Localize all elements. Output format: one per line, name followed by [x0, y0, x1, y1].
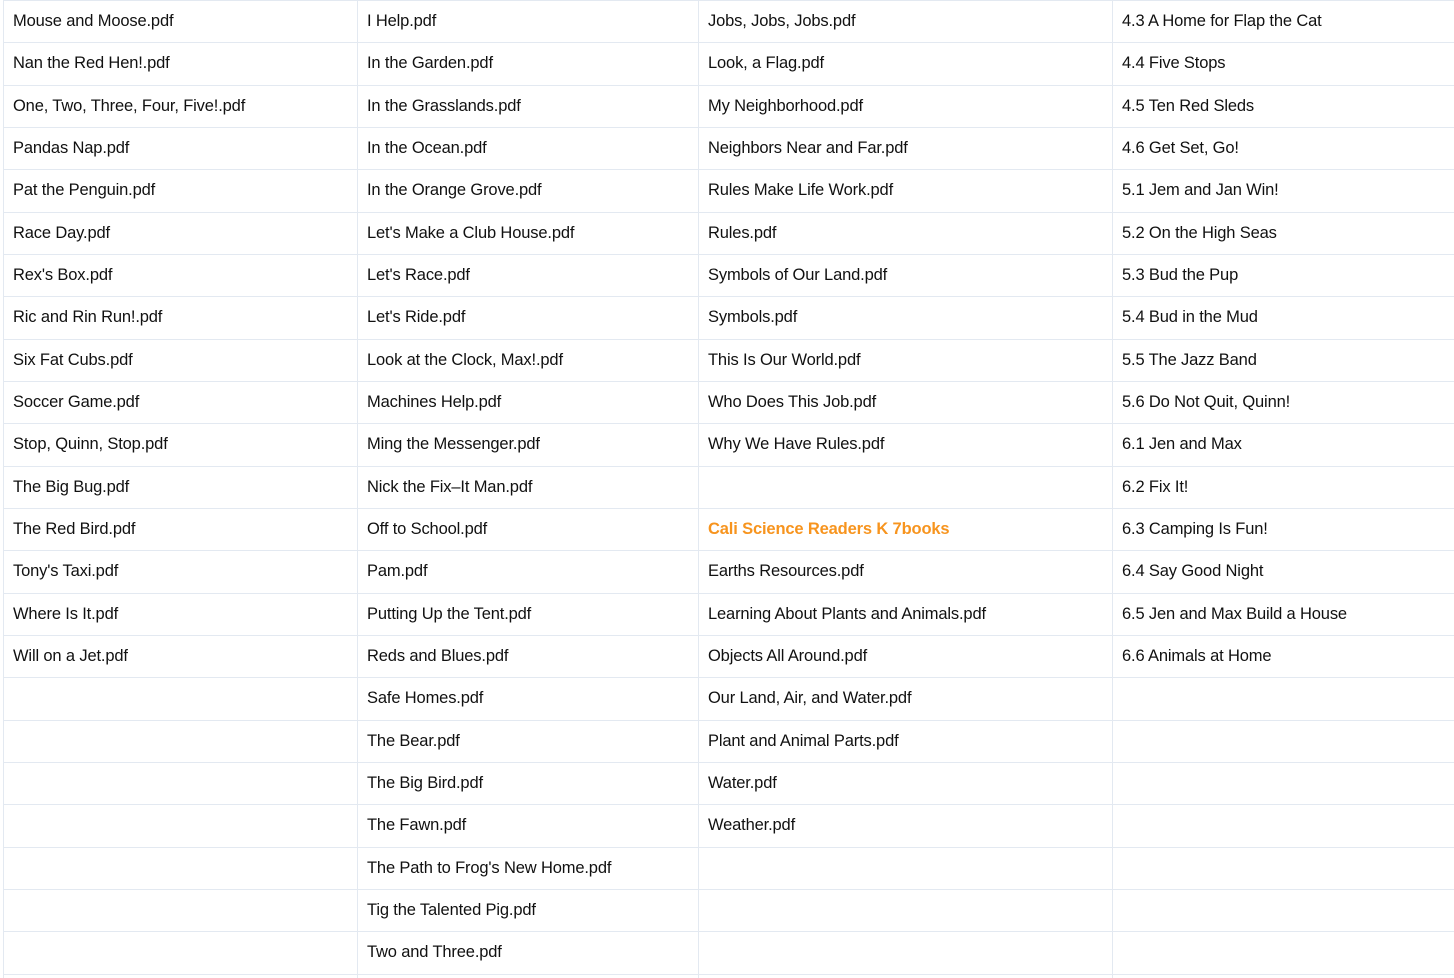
table-cell[interactable]: The Bear.pdf — [358, 720, 699, 762]
table-cell[interactable]: In the Ocean.pdf — [358, 127, 699, 169]
table-cell[interactable]: Ming the Messenger.pdf — [358, 424, 699, 466]
table-cell[interactable]: I Help.pdf — [358, 1, 699, 43]
table-cell[interactable]: Will on a Jet.pdf — [4, 635, 358, 677]
table-cell[interactable] — [699, 847, 1113, 889]
table-row — [4, 170, 1454, 212]
table-row — [4, 635, 1454, 677]
table-cell[interactable]: Symbols.pdf — [699, 297, 1113, 339]
table-cell[interactable] — [4, 678, 358, 720]
highlight-cell[interactable]: Cali Science Readers K 7books — [699, 508, 1113, 550]
table-cell[interactable]: This Is Our World.pdf — [699, 339, 1113, 381]
table-cell[interactable]: In the Orange Grove.pdf — [358, 170, 699, 212]
table-cell[interactable] — [1113, 805, 1454, 847]
table-cell[interactable]: 6.4 Say Good Night — [1113, 551, 1454, 593]
table-cell[interactable]: In the Garden.pdf — [358, 43, 699, 85]
table-cell[interactable]: Machines Help.pdf — [358, 381, 699, 423]
table-cell[interactable]: The Red Bird.pdf — [4, 508, 358, 550]
table-cell[interactable]: 4.4 Five Stops — [1113, 43, 1454, 85]
table-cell[interactable]: Nick the Fix–It Man.pdf — [358, 466, 699, 508]
file-table — [3, 0, 1454, 978]
table-cell[interactable]: 4.3 A Home for Flap the Cat — [1113, 1, 1454, 43]
table-cell[interactable]: 4.5 Ten Red Sleds — [1113, 85, 1454, 127]
table-row — [4, 805, 1454, 847]
table-cell[interactable]: Ric and Rin Run!.pdf — [4, 297, 358, 339]
table-row — [4, 254, 1454, 296]
table-row — [4, 678, 1454, 720]
table-cell[interactable] — [1113, 678, 1454, 720]
table-cell[interactable] — [1113, 720, 1454, 762]
table-cell[interactable]: Pandas Nap.pdf — [4, 127, 358, 169]
table-cell[interactable]: The Fawn.pdf — [358, 805, 699, 847]
table-cell[interactable] — [358, 974, 699, 978]
table-cell[interactable]: Mouse and Moose.pdf — [4, 1, 358, 43]
table-row — [4, 466, 1454, 508]
table-cell[interactable] — [1113, 932, 1454, 974]
table-cell[interactable]: 6.2 Fix It! — [1113, 466, 1454, 508]
table-cell[interactable]: 6.5 Jen and Max Build a House — [1113, 593, 1454, 635]
table-cell[interactable]: 5.1 Jem and Jan Win! — [1113, 170, 1454, 212]
table-cell[interactable]: 4.6 Get Set, Go! — [1113, 127, 1454, 169]
table-cell[interactable]: Earths Resources.pdf — [699, 551, 1113, 593]
table-cell[interactable] — [1113, 889, 1454, 931]
table-row — [4, 847, 1454, 889]
table-cell[interactable]: One, Two, Three, Four, Five!.pdf — [4, 85, 358, 127]
table-cell[interactable] — [1113, 762, 1454, 804]
table-cell[interactable] — [699, 974, 1113, 978]
table-cell[interactable]: Rex's Box.pdf — [4, 254, 358, 296]
table-cell[interactable]: Who Does This Job.pdf — [699, 381, 1113, 423]
table-cell[interactable]: Tony's Taxi.pdf — [4, 551, 358, 593]
table-row — [4, 339, 1454, 381]
table-cell[interactable]: 5.3 Bud the Pup — [1113, 254, 1454, 296]
table-row — [4, 720, 1454, 762]
table-row — [4, 762, 1454, 804]
table-cell[interactable]: Reds and Blues.pdf — [358, 635, 699, 677]
table-cell[interactable]: Plant and Animal Parts.pdf — [699, 720, 1113, 762]
table-cell[interactable]: Soccer Game.pdf — [4, 381, 358, 423]
table-cell[interactable]: 6.3 Camping Is Fun! — [1113, 508, 1454, 550]
table-cell[interactable]: Let's Ride.pdf — [358, 297, 699, 339]
table-cell[interactable]: Race Day.pdf — [4, 212, 358, 254]
table-row — [4, 381, 1454, 423]
table-cell[interactable]: Rules.pdf — [699, 212, 1113, 254]
table-cell[interactable]: The Big Bug.pdf — [4, 466, 358, 508]
table-cell[interactable]: Objects All Around.pdf — [699, 635, 1113, 677]
table-cell[interactable]: Stop, Quinn, Stop.pdf — [4, 424, 358, 466]
table-cell[interactable]: Learning About Plants and Animals.pdf — [699, 593, 1113, 635]
table-row — [4, 974, 1454, 978]
table-cell[interactable]: Pam.pdf — [358, 551, 699, 593]
table-cell[interactable]: Nan the Red Hen!.pdf — [4, 43, 358, 85]
table-cell[interactable]: Six Fat Cubs.pdf — [4, 339, 358, 381]
table-cell[interactable]: 5.5 The Jazz Band — [1113, 339, 1454, 381]
table-cell[interactable] — [1113, 847, 1454, 889]
table-cell[interactable]: Putting Up the Tent.pdf — [358, 593, 699, 635]
table-cell[interactable]: Safe Homes.pdf — [358, 678, 699, 720]
table-cell[interactable] — [4, 889, 358, 931]
table-cell[interactable]: Where Is It.pdf — [4, 593, 358, 635]
table-cell[interactable]: 5.6 Do Not Quit, Quinn! — [1113, 381, 1454, 423]
table-row — [4, 508, 1454, 550]
table-cell[interactable] — [699, 889, 1113, 931]
table-cell[interactable]: My Neighborhood.pdf — [699, 85, 1113, 127]
table-cell[interactable]: Neighbors Near and Far.pdf — [699, 127, 1113, 169]
table-cell[interactable]: Weather.pdf — [699, 805, 1113, 847]
table-cell[interactable] — [699, 466, 1113, 508]
table-cell[interactable]: Look at the Clock, Max!.pdf — [358, 339, 699, 381]
table-cell[interactable]: Our Land, Air, and Water.pdf — [699, 678, 1113, 720]
table-cell[interactable]: 5.2 On the High Seas — [1113, 212, 1454, 254]
table-row — [4, 297, 1454, 339]
table-cell[interactable]: The Big Bird.pdf — [358, 762, 699, 804]
file-table-body — [4, 1, 1454, 978]
table-row — [4, 551, 1454, 593]
table-cell[interactable] — [4, 974, 358, 978]
table-cell[interactable]: Let's Make a Club House.pdf — [358, 212, 699, 254]
table-row — [4, 127, 1454, 169]
table-cell[interactable]: Why We Have Rules.pdf — [699, 424, 1113, 466]
table-cell[interactable]: Tig the Talented Pig.pdf — [358, 889, 699, 931]
table-cell[interactable]: Two and Three.pdf — [358, 932, 699, 974]
table-cell[interactable]: The Path to Frog's New Home.pdf — [358, 847, 699, 889]
table-cell[interactable]: Look, a Flag.pdf — [699, 43, 1113, 85]
table-row — [4, 212, 1454, 254]
table-row — [4, 1, 1454, 43]
table-cell[interactable]: Symbols of Our Land.pdf — [699, 254, 1113, 296]
table-cell[interactable]: Let's Race.pdf — [358, 254, 699, 296]
table-cell[interactable]: 6.1 Jen and Max — [1113, 424, 1454, 466]
table-cell[interactable] — [1113, 974, 1454, 978]
table-cell[interactable]: Pat the Penguin.pdf — [4, 170, 358, 212]
table-cell[interactable]: Jobs, Jobs, Jobs.pdf — [699, 1, 1113, 43]
table-cell[interactable] — [4, 847, 358, 889]
table-cell[interactable] — [4, 932, 358, 974]
table-row — [4, 889, 1454, 931]
table-cell[interactable] — [4, 720, 358, 762]
table-cell[interactable]: 6.6 Animals at Home — [1113, 635, 1454, 677]
table-cell[interactable]: Water.pdf — [699, 762, 1113, 804]
table-row — [4, 932, 1454, 974]
table-cell[interactable]: Rules Make Life Work.pdf — [699, 170, 1113, 212]
table-cell[interactable] — [4, 805, 358, 847]
table-cell[interactable]: 5.4 Bud in the Mud — [1113, 297, 1454, 339]
table-cell[interactable] — [699, 932, 1113, 974]
table-row — [4, 85, 1454, 127]
table-row — [4, 424, 1454, 466]
table-row — [4, 593, 1454, 635]
table-cell[interactable] — [4, 762, 358, 804]
table-row — [4, 43, 1454, 85]
table-cell[interactable]: Off to School.pdf — [358, 508, 699, 550]
table-cell[interactable]: In the Grasslands.pdf — [358, 85, 699, 127]
